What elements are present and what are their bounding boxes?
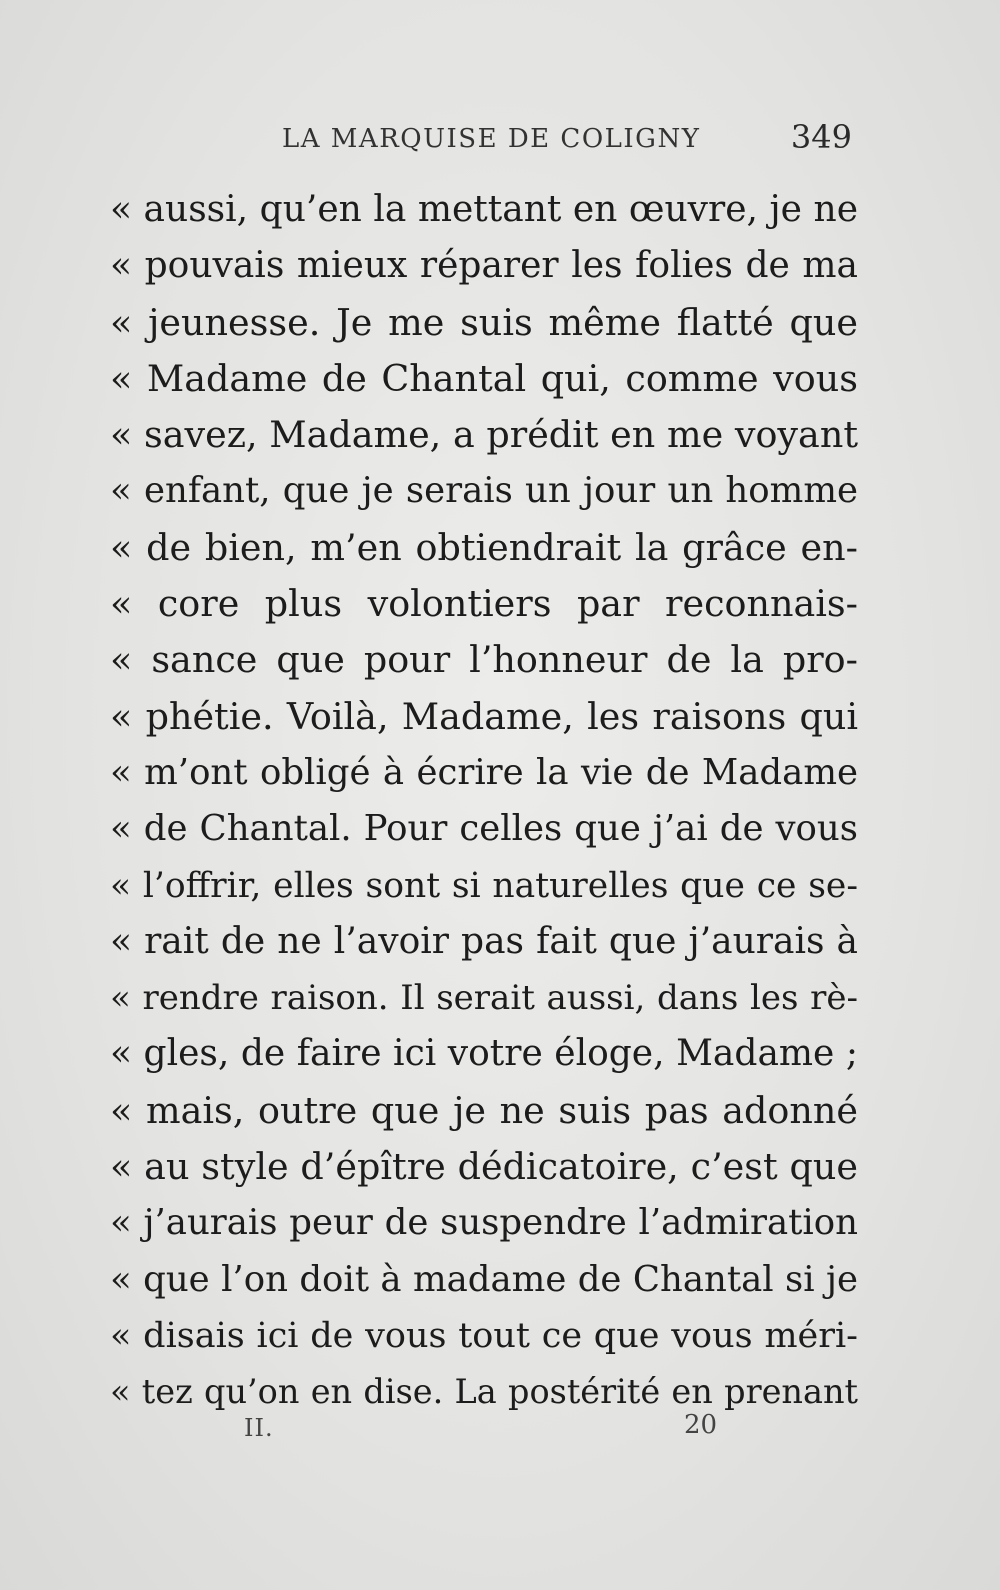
text-line: « tez qu’on en dise. La postérité en prenant xyxy=(110,1372,858,1412)
text-line: « savez, Madame, a prédit en me voyant xyxy=(110,413,858,457)
text-line: « m’ont obligé à écrire la vie de Madame xyxy=(110,751,858,793)
text-line: « pouvais mieux réparer les folies de ma xyxy=(110,245,858,287)
text-line: « enfant, que je serais un jour un homme xyxy=(110,470,858,512)
text-line: « gles, de faire ici votre éloge, Madame ; xyxy=(110,1033,858,1075)
text-line: « que l’on doit à madame de Chantal si je xyxy=(110,1258,858,1300)
text-line: « mais, outre que je ne suis pas adonné xyxy=(110,1088,858,1132)
text-line: « Madame de Chantal qui, comme vous xyxy=(110,356,858,400)
text-line: « de Chantal. Pour celles que j’ai de vous xyxy=(110,808,858,850)
signature-mark: II. xyxy=(244,1414,274,1442)
text-line: « j’aurais peur de suspendre l’admiration xyxy=(110,1202,858,1244)
body-text xyxy=(110,182,858,1421)
text-line: « core plus volontiers par reconnais- xyxy=(110,582,858,626)
running-head xyxy=(282,118,852,158)
text-line: « phétie. Voilà, Madame, les raisons qui xyxy=(110,694,858,738)
text-line: « sance que pour l’honneur de la pro- xyxy=(110,638,858,682)
text-line: « jeunesse. Je me suis même flatté que xyxy=(110,300,858,344)
text-line: « de bien, m’en obtiendrait la grâce en- xyxy=(110,525,858,569)
text-line: « l’offrir, elles sont si naturelles que ce se- xyxy=(110,865,858,906)
page-number: 349 xyxy=(790,118,852,156)
sheet-number: 20 xyxy=(684,1410,718,1440)
running-title: LA MARQUISE DE COLIGNY xyxy=(282,124,701,154)
text-line: « rait de ne l’avoir pas fait que j’aurais à xyxy=(110,920,858,962)
text-line: « aussi, qu’en la mettant en œuvre, je ne xyxy=(110,189,858,230)
text-line: « au style d’épître dédicatoire, c’est que xyxy=(110,1145,858,1189)
text-line: « rendre raison. Il serait aussi, dans les rè- xyxy=(110,978,858,1019)
text-line: « disais ici de vous tout ce que vous méri- xyxy=(110,1315,858,1356)
